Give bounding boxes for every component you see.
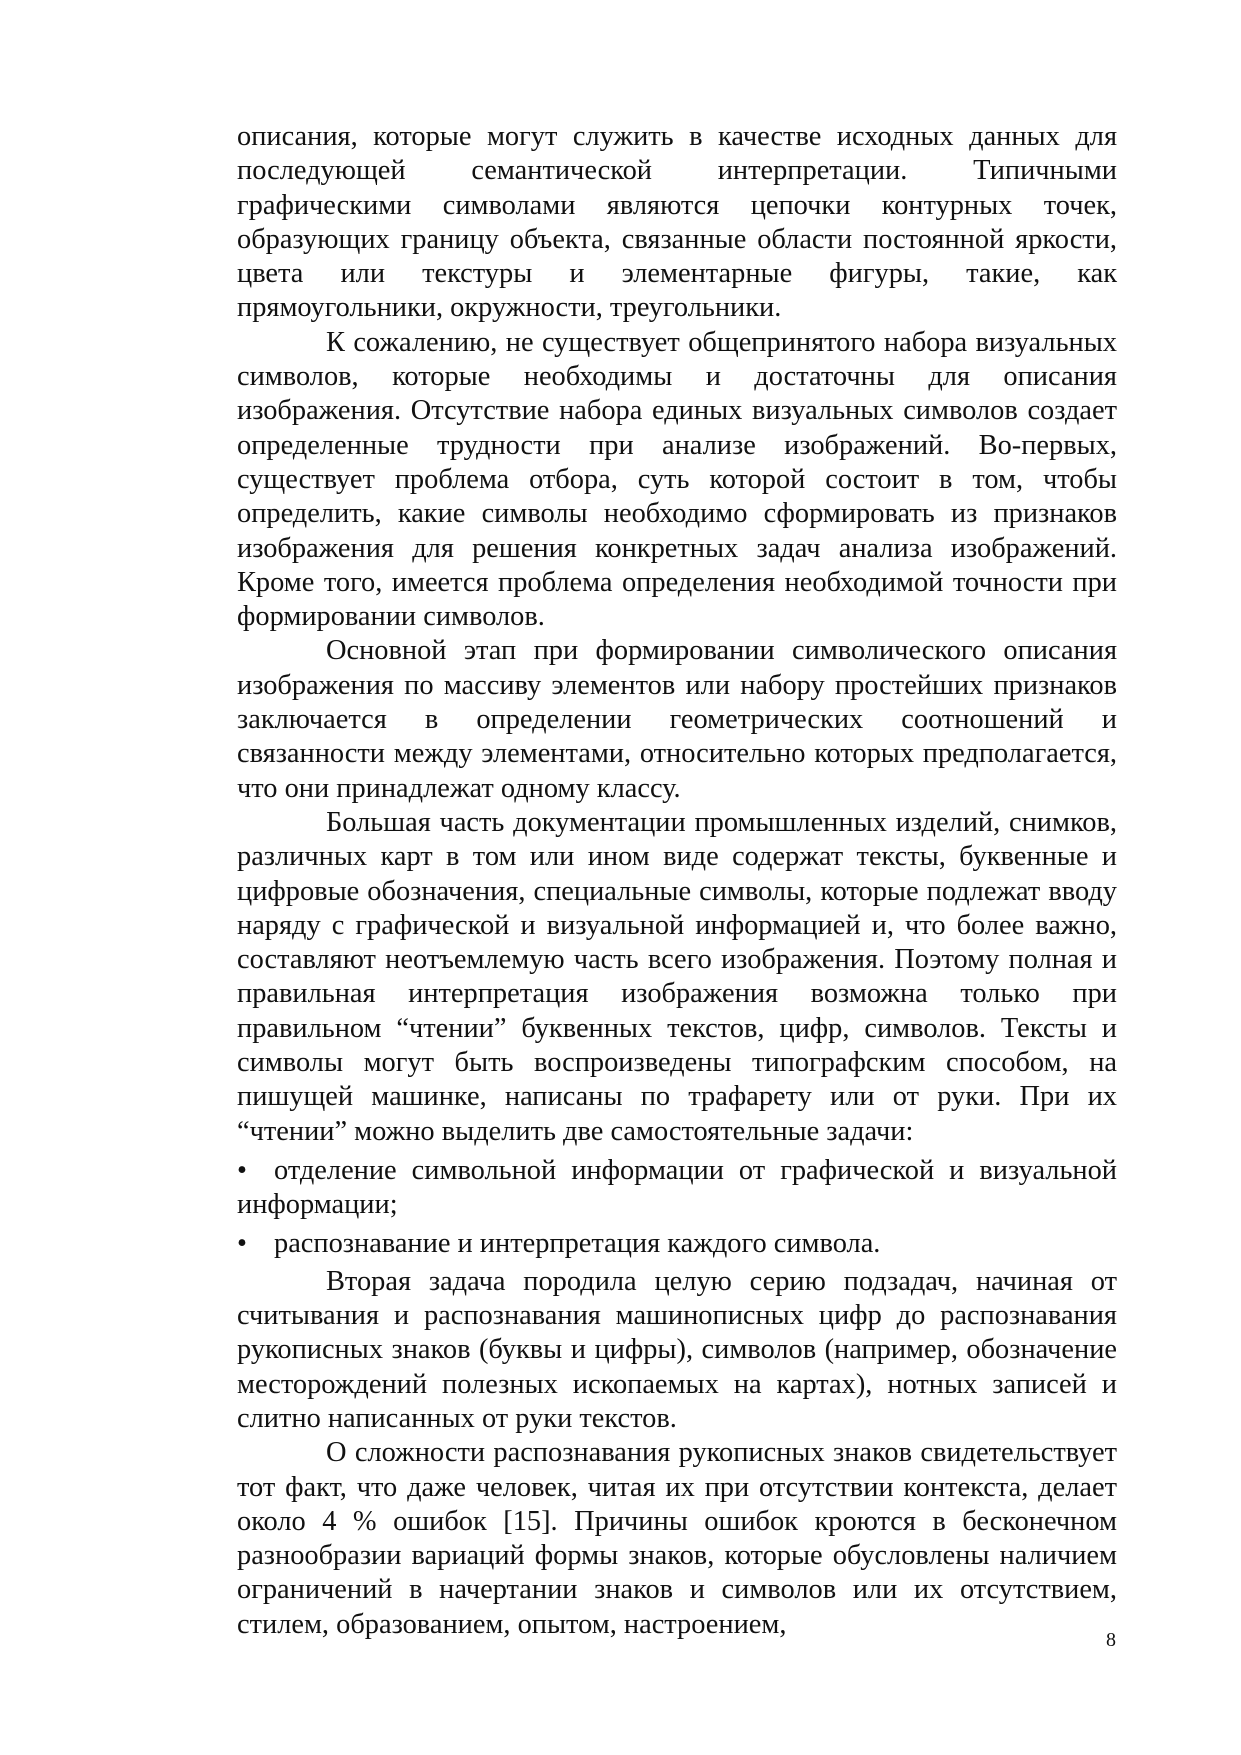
paragraph-continuation: описания, которые могут служить в качестве исходных данных для последующей семантической интерпретации. Типичными графическими символами являются цепочки контурных точек, образующих границу объекта, связанные области постоянной яркости, цвета или текстуры и элементарные фигуры, такие, как прямоугольники, окружности, треугольники.: [237, 121, 1117, 324]
document-body: [237, 120, 1117, 1642]
list-item: [237, 1154, 1117, 1223]
paragraph-visual-symbols: К сожалению, не существует общепринятого набора визуальных символов, которые необходимы и достаточны для описания изображения. Отсутствие набора единых визуальных символов создает определенные трудности при анализе изображений. Во-первых, существует проблема отбора, суть которой состоит в том, чтобы определить, какие символы необходимо сформировать из признаков изображения для решения конкретных задач анализа изображений. Кроме того, имеется проблема определения необходимой точности при формировании символов.: [237, 326, 1117, 633]
list-item-text: отделение символьной информации от графической и визуальной информации;: [237, 1154, 1117, 1221]
paragraph-symbolic-description: Основной этап при формировании символического описания изображения по массиву элементов или набору простейших признаков заключается в определении геометрических соотношений и связанности между элементами, относительно которых предполагается, что они принадлежат одному классу.: [237, 635, 1117, 804]
task-list: [237, 1154, 1117, 1261]
list-item-text: распознавание и интерпретация каждого символа.: [274, 1227, 881, 1259]
bullet-icon: •: [237, 1227, 247, 1259]
bullet-icon: •: [237, 1154, 247, 1186]
paragraph-subtasks: Вторая задача породила целую серию подзадач, начиная от считывания и распознавания машинописных цифр до распознавания рукописных знаков (буквы и цифры), символов (например, обозначение месторождений полезных ископаемых на картах), нотных записей и слитно написанных от руки текстов.: [237, 1265, 1117, 1434]
paragraph-handwriting-complexity: О сложности распознавания рукописных знаков свидетельствует тот факт, что даже человек, читая их при отсутствии контекста, делает около 4 % ошибок [15]. Причины ошибок кроются в бесконечном разнообразии вариаций формы знаков, которые обусловлены наличием ограничений в начертании знаков и символов или их отсутствием, стилем, образованием, опытом, настроением,: [237, 1437, 1117, 1640]
paragraph-documentation-texts: Большая часть документации промышленных изделий, снимков, различных карт в том или ином виде содержат тексты, буквенные и цифровые обозначения, специальные символы, которые подлежат вводу наряду с графической и визуальной информацией и, что более важно, составляют неотъемлемую часть всего изображения. Поэтому полная и правильная интерпретация изображения возможна только при правильном “чтении” буквенных текстов, цифр, символов. Тексты и символы могут быть воспроизведены типографским способом, на пишущей машинке, написаны по трафарету или от руки. При их “чтении” можно выделить две самостоятельные задачи:: [237, 806, 1117, 1147]
list-item: [237, 1227, 1117, 1261]
page-number: 8: [1106, 1629, 1116, 1651]
